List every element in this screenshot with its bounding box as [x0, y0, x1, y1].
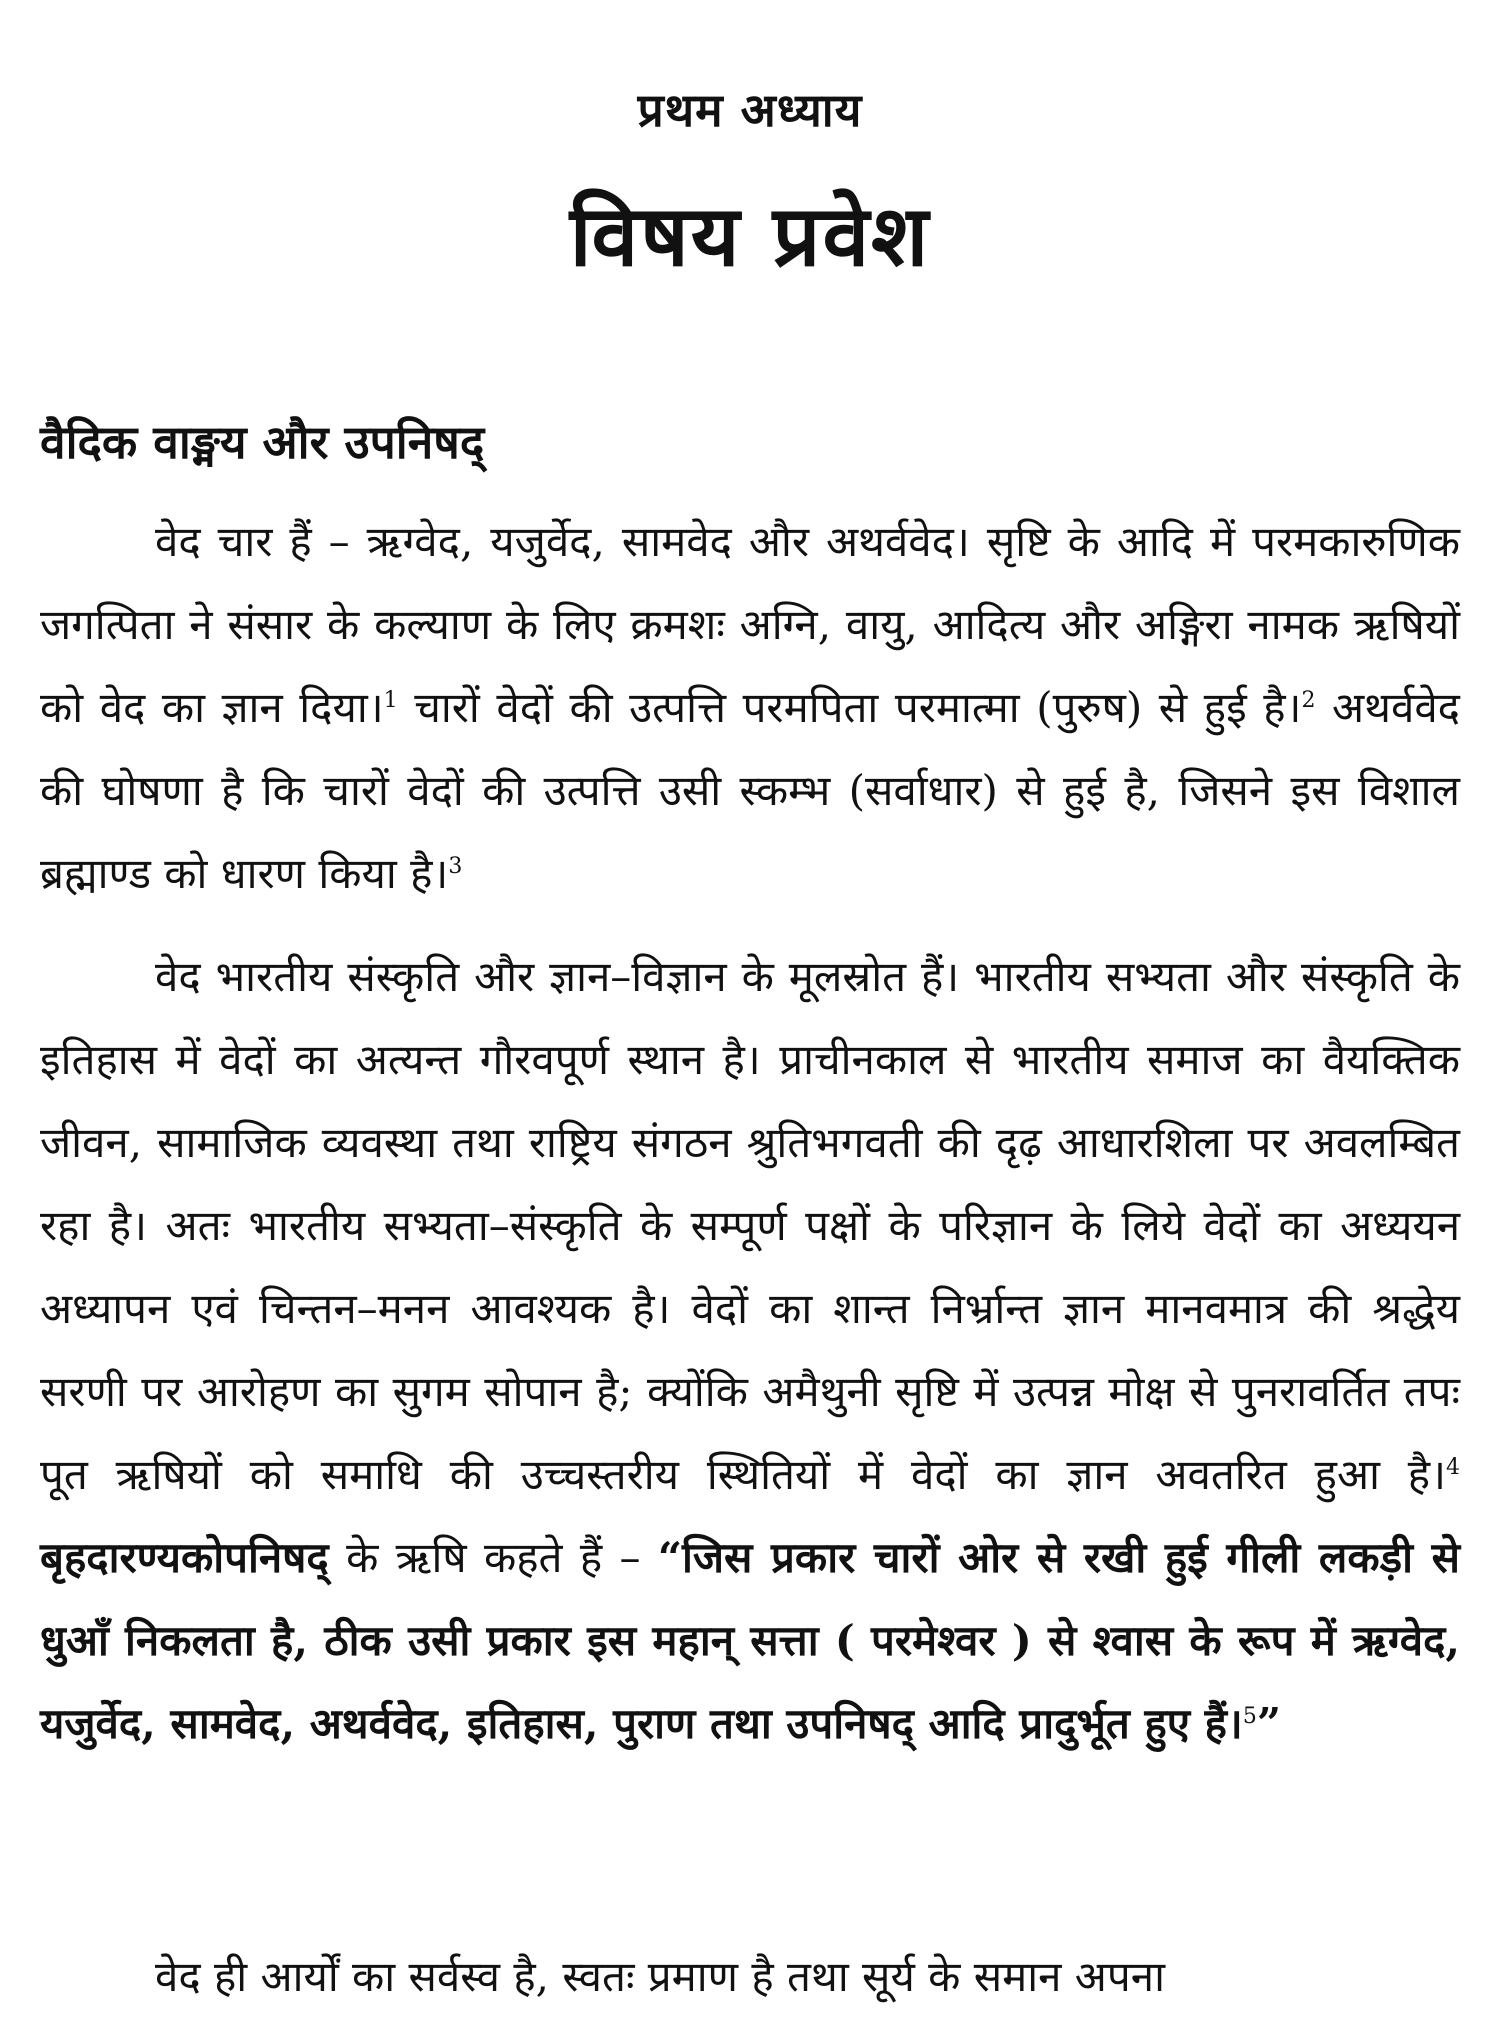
footnote-ref-1: 1 [383, 688, 398, 713]
paragraph-1-text-b: चारों वेदों की उत्पत्ति परमपिता परमात्मा (पुरुष) से हुई है। [397, 683, 1302, 732]
paragraph-2 [40, 935, 1460, 1765]
paragraph-1 [40, 500, 1460, 915]
paragraph-2-text-b: के ऋषि कहते हैं – [328, 1533, 658, 1582]
section-heading: वैदिक वाङ्मय और उपनिषद् [40, 415, 485, 469]
document-page [40, 0, 1460, 2000]
upanishad-name: बृहदारण्यकोपनिषद् [40, 1533, 329, 1582]
paragraph-2-text-a: वेद भारतीय संस्कृति और ज्ञान–विज्ञान के मूलस्रोत हैं। भारतीय सभ्यता और संस्कृति के इतिहास में वेदों का अत्यन्त गौरवपूर्ण स्थान है। प्राचीनकाल से भारतीय समाज का वैयक्तिक जीवन, सामाजिक व्यवस्था तथा राष्ट्रिय संगठन श्रुतिभगवती की दृढ़ आधारशिला पर अवलम्बित रहा है। अतः भारतीय सभ्यता–संस्कृति के सम्पूर्ण पक्षों के परिज्ञान के लिये वेदों का अध्ययन अध्यापन एवं चिन्तन–मनन आवश्यक है। वेदों का शान्त निर्भ्रान्त ज्ञान मानवमात्र की श्रद्धेय सरणी पर आरोहण का सुगम सोपान है; क्योंकि अमैथुनी सृष्टि में उत्पन्न मोक्ष से पुनरावर्तित तपः पूत ऋषियों को समाधि की उच्चस्तरीय स्थितियों में वेदों का ज्ञान अवतरित हुआ है। [40, 952, 1460, 1499]
footnote-ref-3: 3 [448, 854, 463, 879]
chapter-label: प्रथम अध्याय [637, 83, 863, 137]
footnote-ref-2: 2 [1301, 688, 1316, 713]
quotation: “जिस प्रकार चारों ओर से रखी हुई गीली लकड़ी से धुआँ निकलता है, ठीक उसी प्रकार इस महान् सत्ता ( परमेश्वर ) से श्वास के रूप में ऋग्वेद, यजुर्वेद, सामवेद, अथर्ववेद, इतिहास, पुराण तथा उपनिषद् आदि प्रादुर्भूत हुए हैं। [40, 1533, 1460, 1748]
footnote-ref-4: 4 [1446, 1455, 1460, 1480]
footnote-ref-5: 5 [1242, 1704, 1257, 1729]
chapter-title: विषय प्रवेश [569, 186, 931, 285]
paragraph-1-text-a: वेद चार हैं – ऋग्वेद, यजुर्वेद, सामवेद और अथर्ववेद। सृष्टि के आदि में परमकारुणिक जगत्पिता ने संसार के कल्याण के लिए क्रमशः अग्नि, वायु, आदित्य और अङ्गिरा नामक ऋषियों को वेद का ज्ञान दिया। [40, 517, 1460, 732]
paragraph-3-text: वेद ही आर्यों का सर्वस्व है, स्वतः प्रमाण है तथा सूर्य के समान अपना [155, 1952, 1165, 2001]
quotation-close: ” [1256, 1699, 1282, 1748]
paragraph-1-text-c: अथर्ववेद की घोषणा है कि चारों वेदों की उत्पत्ति उसी स्कम्भ (सर्वाधार) से हुई है, जिसने इस विशाल ब्रह्माण्ड को धारण किया है। [40, 683, 1460, 898]
paragraph-3 [40, 1935, 1460, 2018]
